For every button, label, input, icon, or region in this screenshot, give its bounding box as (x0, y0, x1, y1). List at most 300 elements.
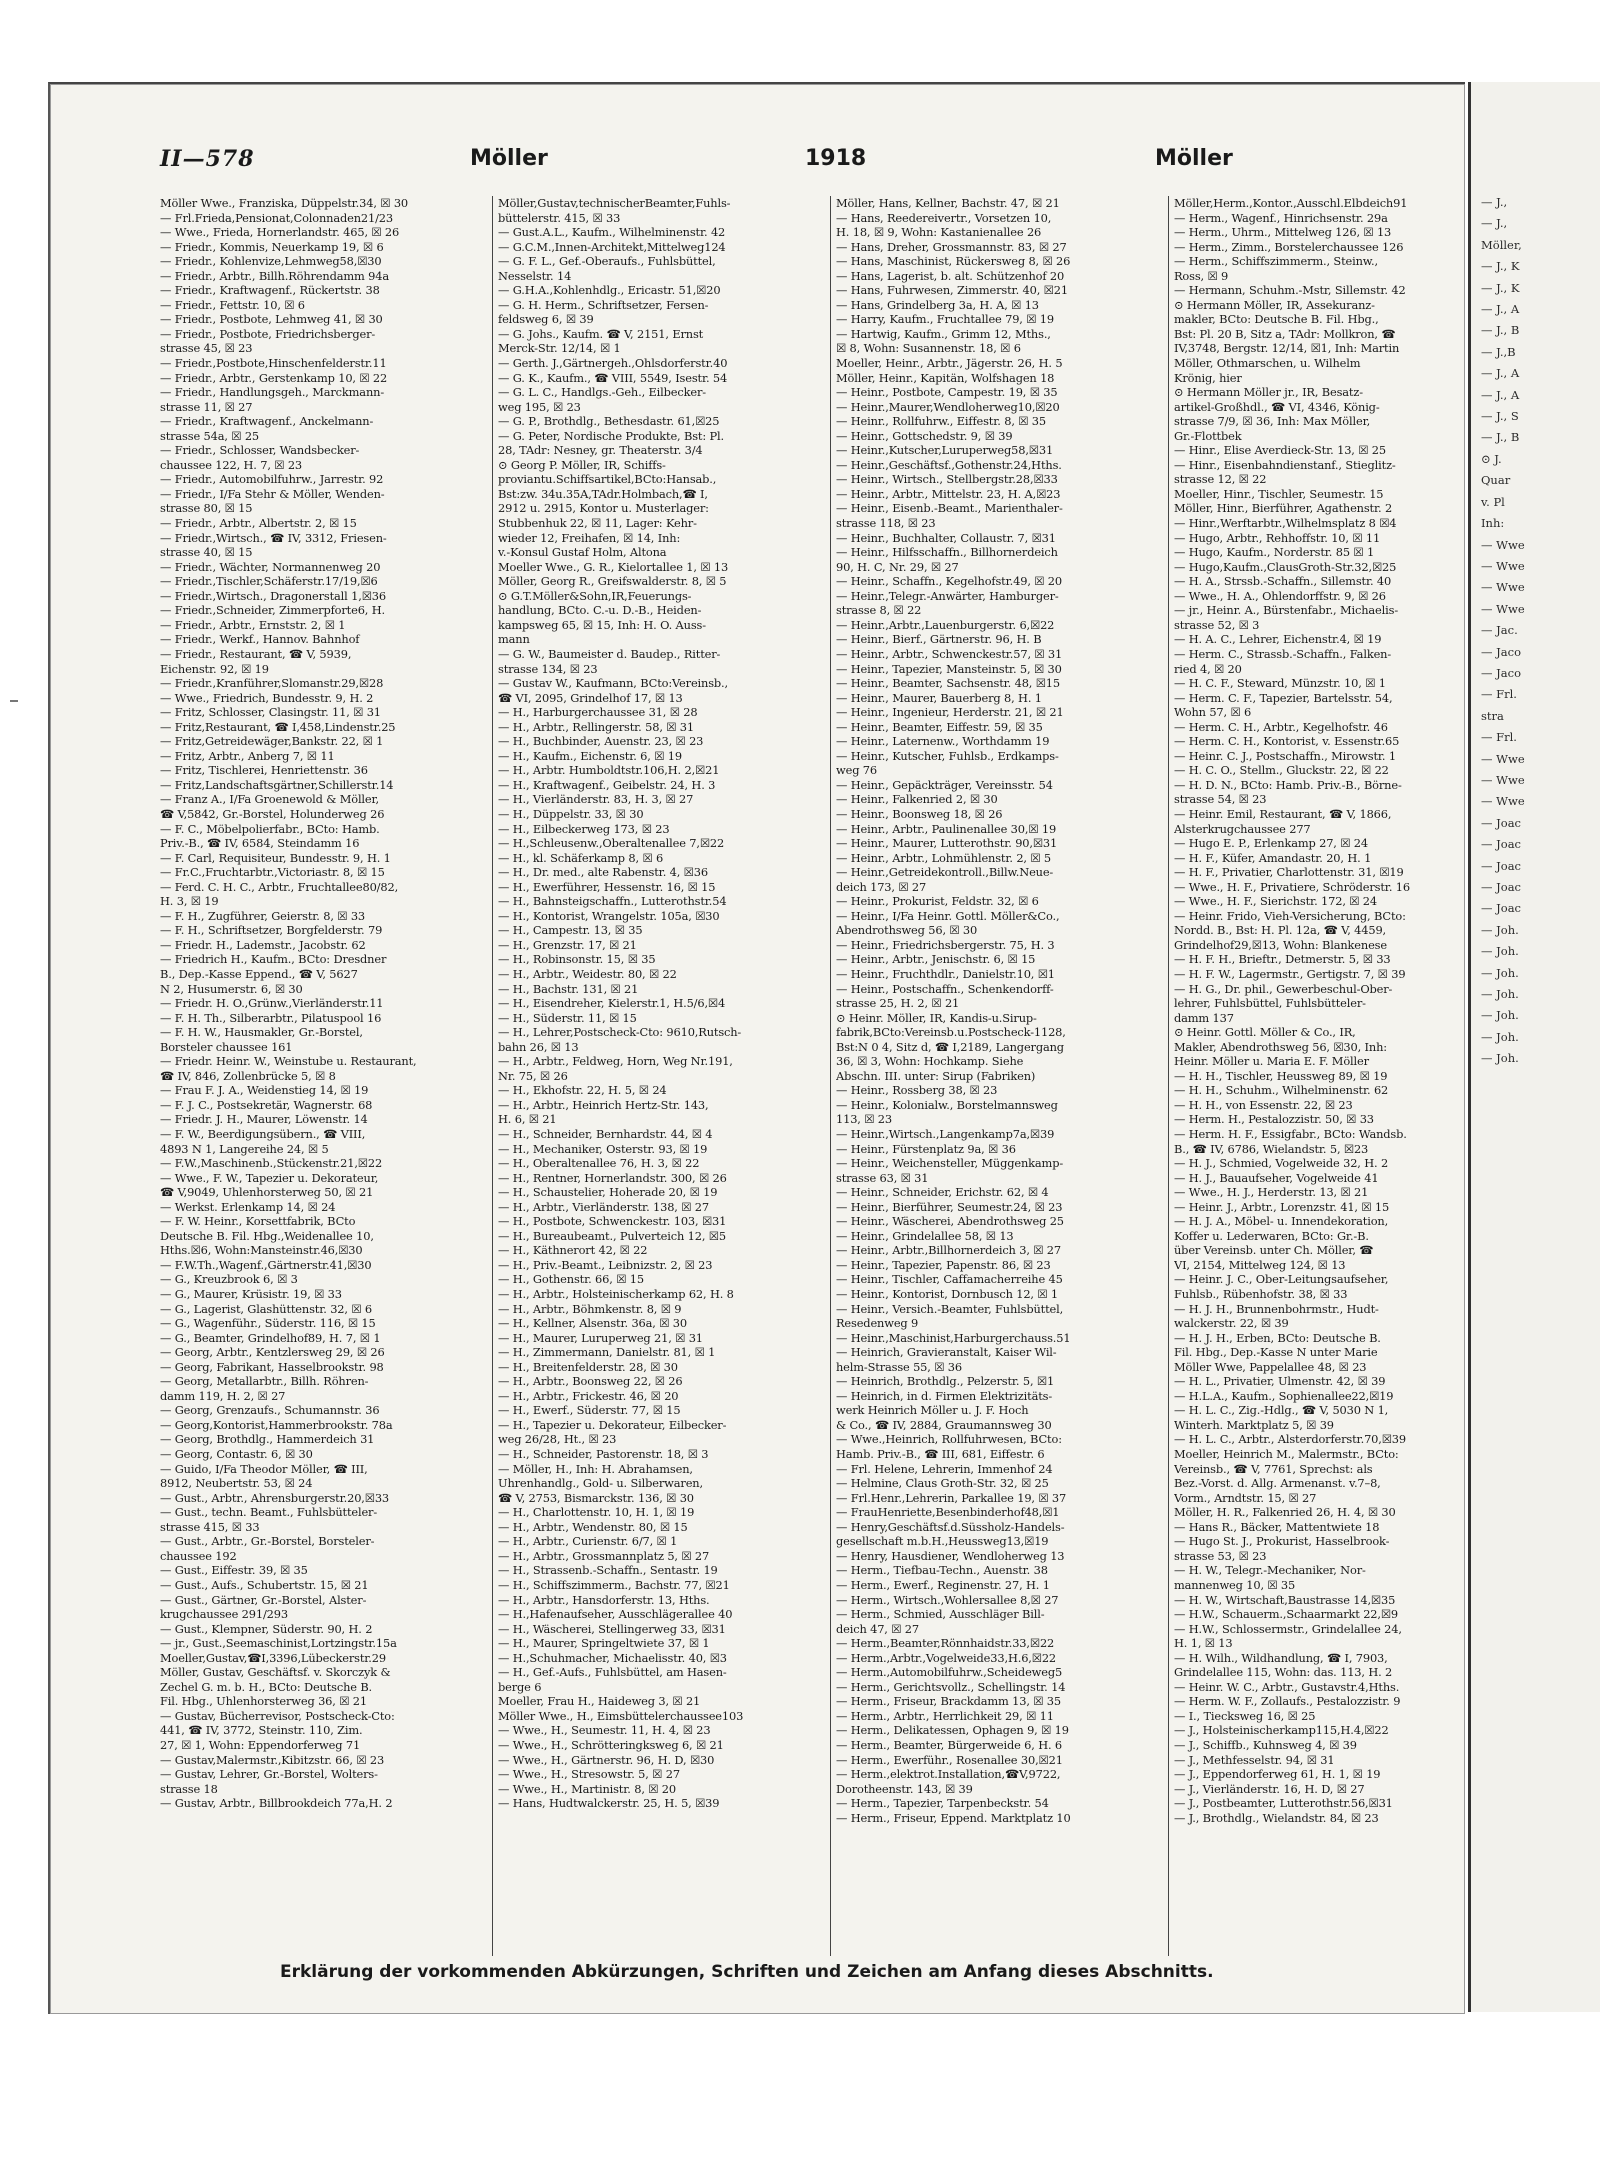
directory-entry-line: Ross, ☒ 9 (1174, 268, 1229, 283)
directory-entry-line: N 2, Husumerstr. 6, ☒ 30 (160, 981, 303, 996)
directory-entry-line: — Herm.,Beamter,Rönnhaidstr.33,☒22 (836, 1636, 1055, 1651)
directory-entry-line: — Georg, Contastr. 6, ☒ 30 (160, 1447, 313, 1462)
directory-entry-line: — H., Zimmermann, Danielstr. 81, ☒ 1 (498, 1345, 716, 1360)
directory-entry-line: — Friedr., Arbtr., Albertstr. 2, ☒ 15 (160, 516, 357, 531)
directory-entry-line: — H., Kellner, Alsenstr. 36a, ☒ 30 (498, 1316, 687, 1331)
directory-entry-line: — Friedr., Arbtr., Ernststr. 2, ☒ 1 (160, 617, 346, 632)
directory-entry-line: — Hinr., Elise Averdieck-Str. 13, ☒ 25 (1174, 443, 1386, 458)
directory-entry-line: — H., Schaustelier, Hoherade 20, ☒ 19 (498, 1185, 718, 1200)
directory-entry-line: — J., Vierländerstr. 16, H. D, ☒ 27 (1174, 1781, 1365, 1796)
directory-entry-line: 8912, Neubertstr. 53, ☒ 24 (160, 1476, 313, 1491)
directory-entry-line: — I., Tiecksweg 16, ☒ 25 (1174, 1708, 1316, 1723)
directory-entry-line: — Herm., Schiffszimmerm., Steinw., (1174, 254, 1378, 269)
directory-column-1 (160, 196, 490, 1956)
directory-entry-line: — J., Brothdlg., Wielandstr. 84, ☒ 23 (1174, 1810, 1379, 1825)
directory-entry-line: mann (498, 632, 530, 647)
directory-entry-line: — Heinr., Laternenw., Worthdamm 19 (836, 734, 1050, 749)
directory-entry-line: — Friedr., Wächter, Normannenweg 20 (160, 559, 381, 574)
directory-entry-line: — H. H., von Essenstr. 22, ☒ 23 (1174, 1097, 1353, 1112)
directory-entry-line: Eichenstr. 92, ☒ 19 (160, 661, 269, 676)
adjacent-entry-line: — Joh. (1481, 922, 1519, 937)
directory-entry-line: — H., Arbtr., Weidestr. 80, ☒ 22 (498, 966, 677, 981)
directory-entry-line: — H. D. N., BCto: Hamb. Priv.-B., Börne- (1174, 777, 1402, 792)
directory-entry-line: — Friedr., Handlungsgeh., Marckmann- (160, 385, 385, 400)
adjacent-entry-line: Inh: (1481, 516, 1505, 531)
directory-entry-line: — Heinr., Postbote, Campestr. 19, ☒ 35 (836, 385, 1058, 400)
directory-entry-line: — H., Harburgerchaussee 31, ☒ 28 (498, 705, 698, 720)
directory-entry-line: ⊙ Heinr. Möller, IR, Kandis-u.Sirup- (836, 1010, 1037, 1025)
directory-entry-line: — jr., Gust.,Seemaschinist,Lortzingstr.15a (160, 1636, 397, 1651)
adjacent-entry-line: — J., K (1481, 259, 1520, 274)
directory-entry-line: — Herm. C. H., Kontorist, v. Essenstr.65 (1174, 734, 1400, 749)
directory-entry-line: Möller, Othmarschen, u. Wilhelm (1174, 356, 1361, 371)
directory-entry-line: — Gust.A.L., Kaufm., Wilhelminenstr. 42 (498, 225, 726, 240)
directory-entry-line: — H. W., Telegr.-Mechaniker, Nor- (1174, 1563, 1366, 1578)
directory-entry-line: weg 195, ☒ 23 (498, 399, 581, 414)
directory-entry-line: — Heinr., Arbtr., Mittelstr. 23, H. A,☒23 (836, 486, 1061, 501)
directory-entry-line: — H., Arbtr., Wendenstr. 80, ☒ 15 (498, 1519, 688, 1534)
directory-entry-line: — Wwe., H., Seumestr. 11, H. 4, ☒ 23 (498, 1723, 711, 1738)
adjacent-entry-line: — Joac (1481, 815, 1521, 830)
directory-entry-line: kampsweg 65, ☒ 15, Inh: H. O. Auss- (498, 617, 706, 632)
directory-entry-line: Grindelallee 115, Wohn: das. 113, H. 2 (1174, 1665, 1393, 1680)
directory-entry-line: Bst:N 0 4, Sitz d, ☎ I,2189, Langergang (836, 1039, 1064, 1054)
directory-entry-line: — Hans, Fuhrwesen, Zimmerstr. 40, ☒21 (836, 283, 1068, 298)
directory-entry-line: weg 76 (836, 763, 877, 778)
directory-entry-line: — Heinr., Gottschedstr. 9, ☒ 39 (836, 428, 1013, 443)
directory-entry-line: — H. F., Privatier, Charlottenstr. 31, ☒19 (1174, 865, 1404, 880)
directory-entry-line: — H., Eisendreher, Kielerstr.1, H.5/6,☒4 (498, 996, 726, 1011)
adjacent-entry-line: — J.,B (1481, 344, 1516, 359)
directory-entry-line: 2912 u. 2915, Kontor u. Musterlager: (498, 501, 709, 516)
directory-entry-line: VI, 2154, Mittelweg 124, ☒ 13 (1174, 1257, 1346, 1272)
directory-entry-line: — Heinr., Schneider, Erichstr. 62, ☒ 4 (836, 1185, 1049, 1200)
directory-entry-line: — Heinr., Arbtr., Schwenckestr.57, ☒ 31 (836, 646, 1063, 661)
directory-entry-line: — H. J. H., Erben, BCto: Deutsche B. (1174, 1330, 1381, 1345)
directory-entry-line: — Ferd. C. H. C., Arbtr., Fruchtallee80/82, (160, 879, 399, 894)
directory-entry-line: — Hugo St. J., Prokurist, Hasselbrook- (1174, 1534, 1390, 1549)
directory-entry-line: — H., Maurer, Springeltwiete 37, ☒ 1 (498, 1636, 710, 1651)
adjacent-entry-line: — J., (1481, 216, 1508, 231)
directory-entry-line: — Heinr.,Maschinist,Harburgerchauss.51 (836, 1330, 1071, 1345)
directory-entry-line: — H. Wilh., Wildhandlung, ☎ I, 7903, (1174, 1650, 1388, 1665)
directory-entry-line: — J., Eppendorferweg 61, H. 1, ☒ 19 (1174, 1767, 1381, 1782)
directory-entry-line: — H., Oberaltenallee 76, H. 3, ☒ 22 (498, 1156, 700, 1171)
directory-entry-line: Zechel G. m. b. H., BCto: Deutsche B. (160, 1679, 373, 1694)
directory-entry-line: — Fritz, Schlosser, Clasingstr. 11, ☒ 31 (160, 705, 381, 720)
directory-entry-line: Moeller Wwe., G. R., Kielortallee 1, ☒ 13 (498, 559, 729, 574)
directory-entry-line: — Herm., Uhrm., Mittelweg 126, ☒ 13 (1174, 225, 1392, 240)
directory-entry-line: — H.,Schuhmacher, Michaelisstr. 40, ☒3 (498, 1650, 727, 1665)
directory-entry-line: — H., Buchbinder, Auenstr. 23, ☒ 23 (498, 734, 704, 749)
directory-entry-line: Möller Wwe., H., Eimsbüttelerchaussee103 (498, 1708, 744, 1723)
directory-entry-line: — Heinr., Falkenried 2, ☒ 30 (836, 792, 998, 807)
directory-entry-line: Dorotheenstr. 143, ☒ 39 (836, 1781, 973, 1796)
adjacent-entry-line: — Wwe (1481, 580, 1525, 595)
directory-entry-line: — H., Schneider, Bernhardstr. 44, ☒ 4 (498, 1127, 713, 1141)
directory-entry-line: — H.,Hafenaufseher, Ausschlägerallee 40 (498, 1607, 733, 1622)
directory-entry-line: — Herm., Tiefbau-Techn., Auenstr. 38 (836, 1563, 1048, 1578)
directory-entry-line: ☎ V,9049, Uhlenhorsterweg 50, ☒ 21 (160, 1185, 374, 1200)
directory-entry-line: — Herm., Beamter, Bürgerweide 6, H. 6 (836, 1737, 1063, 1752)
directory-entry-line: — G., Beamter, Grindelhof89, H. 7, ☒ 1 (160, 1330, 381, 1345)
directory-entry-line: — H., Robinsonstr. 15, ☒ 35 (498, 952, 656, 967)
directory-entry-line: — G., Maurer, Krüsistr. 19, ☒ 33 (160, 1287, 342, 1302)
directory-entry-line: — J., Schiffb., Kuhnsweg 4, ☒ 39 (1174, 1737, 1357, 1752)
directory-entry-line: — Wwe.,Heinrich, Rollfuhrwesen, BCto: (836, 1432, 1062, 1447)
adjacent-entry-line: stra (1481, 708, 1504, 723)
directory-entry-line: — Heinr., Bierführer, Seumestr.24, ☒ 23 (836, 1199, 1063, 1214)
directory-entry-line: — Frau F. J. A., Weidenstieg 14, ☒ 19 (160, 1083, 369, 1098)
adjacent-entry-line: ⊙ J. (1481, 451, 1502, 466)
directory-entry-line: — Heinr., Wäscherei, Abendrothsweg 25 (836, 1214, 1064, 1229)
directory-entry-line: — Friedr. H., Lademstr., Jacobstr. 62 (160, 937, 366, 952)
directory-entry-line: — Heinr., Buchhalter, Collaustr. 7, ☒31 (836, 530, 1056, 545)
directory-entry-line: — H., Arbtr., Frickestr. 46, ☒ 20 (498, 1388, 679, 1403)
directory-entry-line: — Hans, Reedereivertr., Vorsetzen 10, (836, 210, 1052, 225)
directory-entry-line: — Heinrich, Brothdlg., Pelzerstr. 5, ☒1 (836, 1374, 1055, 1389)
directory-entry-line: — F. H., Zugführer, Geierstr. 8, ☒ 33 (160, 908, 366, 923)
directory-entry-line: Abendrothsweg 56, ☒ 30 (836, 923, 978, 938)
directory-entry-line: walckerstr. 22, ☒ 39 (1174, 1316, 1289, 1331)
directory-entry-line: — Friedr.,Wirtsch., Dragonerstall 1,☒36 (160, 588, 386, 603)
header-year: 1918 (805, 146, 867, 171)
directory-entry-line: — H., Grenzstr. 17, ☒ 21 (498, 937, 637, 952)
directory-entry-line: — Herm., Arbtr., Herrlichkeit 29, ☒ 11 (836, 1708, 1054, 1723)
directory-entry-line: Möller, Gustav, Geschäftsf. v. Skorczyk & (160, 1665, 391, 1680)
directory-entry-line: — Herm., Friseur, Brackdamm 13, ☒ 35 (836, 1694, 1061, 1709)
directory-entry-line: — Georg, Brothdlg., Hammerdeich 31 (160, 1432, 375, 1447)
directory-entry-line: — Hugo,Kaufm.,ClausGroth-Str.32,☒25 (1174, 559, 1397, 574)
directory-entry-line: strasse 54, ☒ 23 (1174, 792, 1267, 807)
directory-entry-line: — Heinr., Weichensteller, Müggenkamp- (836, 1156, 1064, 1171)
adjacent-entry-line: — Joac (1481, 880, 1521, 894)
directory-entry-line: — Heinr., Postschaffn., Schenkendorff- (836, 981, 1054, 996)
directory-entry-line: deich 173, ☒ 27 (836, 879, 927, 894)
directory-entry-line: — Wwe., H., Gärtnerstr. 96, H. D, ☒30 (498, 1752, 715, 1767)
directory-entry-line: — Herm., Wirtsch.,Wohlersallee 8,☒ 27 (836, 1592, 1059, 1607)
directory-entry-line: — Hans, Grindelberg 3a, H. A, ☒ 13 (836, 297, 1039, 312)
directory-entry-line: chaussee 122, H. 7, ☒ 23 (160, 457, 303, 472)
directory-entry-line: Stubbenhuk 22, ☒ 11, Lager: Kehr- (498, 516, 697, 531)
directory-entry-line: — H., Priv.-Beamt., Leibnizstr. 2, ☒ 23 (498, 1257, 713, 1272)
directory-entry-line: Moeller, Hinr., Tischler, Seumestr. 15 (1174, 486, 1384, 501)
header-name-left: Möller (470, 146, 548, 171)
adjacent-entry-line: — Joac (1481, 858, 1521, 873)
directory-entry-line: — Gust., Arbtr., Gr.-Borstel, Borsteler- (160, 1534, 375, 1549)
directory-entry-line: — H., Rentner, Hornerlandstr. 300, ☒ 26 (498, 1170, 727, 1185)
directory-entry-line: — H., Kraftwagenf., Geibelstr. 24, H. 3 (498, 777, 716, 792)
directory-entry-line: — H., Arbtr., Curienstr. 6/7, ☒ 1 (498, 1534, 678, 1549)
directory-entry-line: — Heinr., Eisenb.-Beamt., Marienthaler- (836, 501, 1063, 516)
directory-entry-line: — Frl.Frieda,Pensionat,Colonnaden21/23 (160, 210, 393, 225)
directory-entry-line: 4893 N 1, Langereihe 24, ☒ 5 (160, 1141, 329, 1156)
directory-entry-line: ☒ 8, Wohn: Susannenstr. 18, ☒ 6 (836, 341, 1021, 356)
directory-entry-line: — H., Vierländerstr. 83, H. 3, ☒ 27 (498, 792, 694, 807)
directory-entry-line: strasse 25, H. 2, ☒ 21 (836, 996, 960, 1011)
directory-entry-line: Moeller, Heinrich M., Malermstr., BCto: (1174, 1447, 1399, 1462)
directory-entry-line: — Gustav,Malermstr.,Kibitzstr. 66, ☒ 23 (160, 1752, 385, 1767)
directory-entry-line: — H. G., Dr. phil., Gewerbeschul-Ober- (1174, 981, 1393, 996)
directory-entry-line: Bst: Pl. 20 B, Sitz a, TAdr: Mollkron, ☎ (1174, 326, 1396, 341)
directory-entry-line: — H. J. H., Brunnenbohrmstr., Hudt- (1174, 1301, 1379, 1316)
adjacent-entry-line: — J., K (1481, 280, 1520, 295)
directory-entry-line: — H. L. C., Zig.-Hdlg., ☎ V, 5030 N 1, (1174, 1403, 1389, 1418)
directory-entry-line: — H.W., Schlossermstr., Grindelallee 24, (1174, 1621, 1402, 1636)
directory-entry-line: Alsterkrugchaussee 277 (1174, 821, 1311, 836)
directory-entry-line: — H. J., Schmied, Vogelweide 32, H. 2 (1174, 1156, 1389, 1171)
directory-entry-line: — Heinr., Tapezier, Mansteinstr. 5, ☒ 30 (836, 661, 1062, 676)
directory-entry-line: — H., Gothenstr. 66, ☒ 15 (498, 1272, 644, 1287)
adjacent-entry-line: — Wwe (1481, 794, 1525, 809)
directory-entry-line: — F. H., Schriftsetzer, Borgfelderstr. 79 (160, 923, 383, 938)
directory-entry-line: — Friedr. H. O.,Grünw.,Vierländerstr.11 (160, 996, 384, 1011)
directory-entry-line: — Heinr.,Kutscher,Luruperweg58,☒31 (836, 443, 1054, 458)
directory-entry-line: — G., Wagenführ., Süderstr. 116, ☒ 15 (160, 1316, 376, 1331)
directory-entry-line: — H., Schneider, Pastorenstr. 18, ☒ 3 (498, 1447, 709, 1462)
running-header (50, 146, 1465, 182)
directory-entry-line: — Herm., Ewerführ., Rosenallee 30,☒21 (836, 1752, 1063, 1767)
directory-entry-line: weg 26/28, Ht., ☒ 23 (498, 1432, 617, 1447)
directory-entry-line: — J., Postbeamter, Lutterothstr.56,☒31 (1174, 1796, 1393, 1811)
directory-entry-line: Bst:zw. 34u.35A,TAdr.Holmbach,☎ I, (498, 486, 708, 501)
directory-entry-line: — Friedr., Postbote, Friedrichsberger- (160, 326, 376, 341)
directory-entry-line: — Werkst. Erlenkamp 14, ☒ 24 (160, 1199, 336, 1214)
directory-entry-line: — Heinr., I/Fa Heinr. Gottl. Möller&Co., (836, 908, 1060, 923)
adjacent-entry-line: — Joac (1481, 901, 1521, 916)
directory-entry-line: ⊙ Hermann Möller, IR, Assekuranz- (1174, 297, 1375, 312)
directory-entry-line: — Fritz, Arbtr., Anberg 7, ☒ 11 (160, 748, 335, 763)
directory-entry-line: — H. F. W., Lagermstr., Gertigstr. 7, ☒ 39 (1174, 966, 1406, 981)
directory-entry-line: ried 4, ☒ 20 (1174, 661, 1242, 676)
directory-entry-line: — H., Bahnsteigschaffn., Lutterothstr.54 (498, 894, 727, 909)
directory-entry-line: — H. A. C., Lehrer, Eichenstr.4, ☒ 19 (1174, 632, 1382, 647)
directory-entry-line: ☎ V,5842, Gr.-Borstel, Holunderweg 26 (160, 806, 385, 821)
directory-entry-line: — H., Arbtr., Hansdorferstr. 13, Hths. (498, 1592, 710, 1607)
column-divider (830, 196, 831, 1956)
directory-entry-line: — H., Ekhofstr. 22, H. 5, ☒ 24 (498, 1083, 667, 1098)
directory-entry-line: strasse 63, ☒ 31 (836, 1170, 929, 1185)
directory-entry-line: — Friedr.,Kranführer,Slomanstr.29,☒28 (160, 676, 384, 691)
directory-entry-line: — Wwe., H. A., Ohlendorffstr. 9, ☒ 26 (1174, 588, 1386, 603)
directory-entry-line: — Friedr., Arbtr., Gerstenkamp 10, ☒ 22 (160, 370, 388, 385)
directory-entry-line: strasse 134, ☒ 23 (498, 661, 598, 676)
directory-entry-line: feldsweg 6, ☒ 39 (498, 312, 594, 327)
directory-entry-line: — Friedr., Kraftwagenf., Anckelmann- (160, 414, 374, 429)
adjacent-entry-line: — J., A (1481, 366, 1520, 381)
directory-entry-line: strasse 118, ☒ 23 (836, 516, 936, 531)
directory-entry-line: Möller, Hinr., Bierführer, Agathenstr. 2 (1174, 501, 1393, 516)
directory-entry-line: — H., Charlottenstr. 10, H. 1, ☒ 19 (498, 1505, 695, 1520)
directory-entry-line: 36, ☒ 3, Wohn: Hochkamp. Siehe (836, 1054, 1024, 1069)
directory-entry-line: strasse 45, ☒ 23 (160, 341, 253, 356)
directory-entry-line: H. 3, ☒ 19 (160, 894, 219, 909)
directory-entry-line: Merck-Str. 12/14, ☒ 1 (498, 341, 621, 356)
directory-entry-line: — H., Arbtr., Holsteinischerkamp 62, H. 8 (498, 1287, 734, 1302)
directory-entry-line: — Henry,Geschäftsf.d.Süssholz-Handels- (836, 1519, 1065, 1534)
directory-entry-line: — Fr.C.,Fruchtarbtr.,Victoriastr. 8, ☒ 15 (160, 865, 385, 880)
directory-entry-line: ⊙ Heinr. Gottl. Möller & Co., IR, (1174, 1025, 1356, 1040)
directory-entry-line: — Heinr.,Arbtr.,Lauenburgerstr. 6,☒22 (836, 617, 1055, 632)
directory-entry-line: — H., Postbote, Schwenckestr. 103, ☒31 (498, 1214, 727, 1229)
directory-entry-line: — Herm. C. H., Arbtr., Kegelhofstr. 46 (1174, 719, 1388, 734)
directory-entry-line: — G. Peter, Nordische Produkte, Bst: Pl. (498, 428, 724, 443)
directory-entry-line: chaussee 192 (160, 1548, 237, 1563)
directory-entry-line: — Herm. C. F., Tapezier, Bartelsstr. 54, (1174, 690, 1393, 705)
directory-entry-line: — H., Arbtr., Heinrich Hertz-Str. 143, (498, 1097, 709, 1112)
directory-entry-line: Moeller, Frau H., Haideweg 3, ☒ 21 (498, 1694, 701, 1709)
directory-entry-line: — G.H.A.,Kohlenhdlg., Ericastr. 51,☒20 (498, 283, 721, 298)
directory-entry-line: — Hinr., Eisenbahndienstanf., Stieglitz- (1174, 457, 1396, 472)
directory-entry-line: — Heinr., Boonsweg 18, ☒ 26 (836, 806, 1003, 821)
directory-entry-line: — Heinr., Arbtr.,Billhornerdeich 3, ☒ 27 (836, 1243, 1061, 1258)
directory-entry-line: — Heinr., Schaffn., Kegelhofstr.49, ☒ 20 (836, 574, 1062, 589)
directory-entry-line: — Georg, Grenzaufs., Schumannstr. 36 (160, 1403, 380, 1418)
directory-entry-line: — Fritz, Tischlerei, Henriettenstr. 36 (160, 763, 368, 778)
directory-entry-line: — Friedr., Restaurant, ☎ V, 5939, (160, 646, 352, 661)
directory-entry-line: ⊙ G.T.Möller&Sohn,IR,Feuerungs- (498, 588, 692, 603)
directory-entry-line: — Heinr., Arbtr., Jenischstr. 6, ☒ 15 (836, 952, 1036, 967)
directory-entry-line: — H., Käthnerort 42, ☒ 22 (498, 1243, 648, 1258)
directory-entry-line: — Heinr. J. C., Ober-Leitungsaufseher, (1174, 1272, 1389, 1287)
directory-entry-line: — H., Dr. med., alte Rabenstr. 4, ☒36 (498, 865, 708, 880)
directory-entry-line: — H. F. H., Brieftr., Detmerstr. 5, ☒ 33 (1174, 952, 1391, 967)
directory-entry-line: 113, ☒ 23 (836, 1112, 892, 1127)
directory-entry-line: & Co., ☎ IV, 2884, Graumannsweg 30 (836, 1417, 1052, 1432)
directory-entry-line: Winterh. Marktplatz 5, ☒ 39 (1174, 1417, 1334, 1432)
directory-entry-line: — Heinr.,Geschäftsf.,Gothenstr.24,Hths. (836, 457, 1062, 472)
directory-entry-line: — G. H. Herm., Schriftsetzer, Fersen- (498, 297, 709, 312)
directory-entry-line: — H., Eilbeckerweg 173, ☒ 23 (498, 821, 670, 836)
directory-entry-line: artikel-Großhdl., ☎ VI, 4346, König- (1174, 399, 1380, 414)
directory-entry-line: — Heinr., Kutscher, Fuhlsb., Erdkamps- (836, 748, 1059, 763)
directory-entry-line: — Helmine, Claus Groth-Str. 32, ☒ 25 (836, 1476, 1049, 1491)
adjacent-entry-line: — Joh. (1481, 987, 1519, 1002)
directory-entry-line: — Heinr.,Getreidekontroll.,Billw.Neue- (836, 865, 1054, 880)
directory-entry-line: — Wwe., Friedrich, Bundesstr. 9, H. 2 (160, 690, 374, 705)
directory-entry-line: — H. L. C., Arbtr., Alsterdorferstr.70,☒39 (1174, 1432, 1406, 1447)
directory-entry-line: H. 18, ☒ 9, Wohn: Kastanienallee 26 (836, 225, 1042, 240)
directory-entry-line: — Gust., Aufs., Schubertstr. 15, ☒ 21 (160, 1577, 369, 1592)
directory-entry-line: — F.W.Th.,Wagenf.,Gärtnerstr.41,☒30 (160, 1257, 372, 1272)
directory-entry-line: — Hans, Dreher, Grossmannstr. 83, ☒ 27 (836, 239, 1067, 254)
directory-entry-line: Gr.-Flottbek (1174, 428, 1242, 443)
directory-entry-line: — Herm., Tapezier, Tarpenbeckstr. 54 (836, 1796, 1049, 1811)
directory-entry-line: ☎ V, 2753, Bismarckstr. 136, ☒ 30 (498, 1490, 694, 1505)
directory-entry-line: — Heinr., Maurer, Bauerberg 8, H. 1 (836, 690, 1042, 705)
directory-entry-line: — Friedr., Automobilfuhrw., Jarrestr. 92 (160, 472, 384, 487)
directory-entry-line: Möller Wwe., Franziska, Düppelstr.34, ☒ 30 (160, 196, 409, 210)
directory-entry-line: — H. H., Tischler, Heussweg 89, ☒ 19 (1174, 1068, 1388, 1083)
directory-entry-line: — H., Wäscherei, Stellingerweg 33, ☒31 (498, 1621, 726, 1636)
directory-entry-line: — Wwe., H., Martinistr. 8, ☒ 20 (498, 1781, 676, 1796)
directory-entry-line: — Friedr.,Tischler,Schäferstr.17/19,☒6 (160, 574, 378, 589)
directory-entry-line: — H., kl. Schäferkamp 8, ☒ 6 (498, 850, 664, 865)
directory-entry-line: — Herm.,Automobilfuhrw.,Scheideweg5 (836, 1665, 1063, 1680)
directory-entry-line: — Herm., Wagenf., Hinrichsenstr. 29a (1174, 210, 1388, 225)
directory-entry-line: — H., Ewerf., Süderstr. 77, ☒ 15 (498, 1403, 681, 1418)
directory-entry-line: lehrer, Fuhlsbüttel, Fuhlsbütteler- (1174, 996, 1366, 1011)
directory-entry-line: — G. P., Brothdlg., Bethesdastr. 61,☒25 (498, 414, 720, 429)
directory-entry-line: — H., Mechaniker, Osterstr. 93, ☒ 19 (498, 1141, 708, 1156)
directory-entry-line: strasse 52, ☒ 3 (1174, 617, 1260, 632)
directory-entry-line: — F.W.,Maschinenb.,Stückenstr.21,☒22 (160, 1156, 383, 1171)
adjacent-entry-line: — Joh. (1481, 1008, 1519, 1023)
directory-entry-line: — H. L., Privatier, Ulmenstr. 42, ☒ 39 (1174, 1374, 1386, 1389)
directory-entry-line: — Gust., Gärtner, Gr.-Borstel, Alster- (160, 1592, 367, 1607)
directory-entry-line: büttelerstr. 415, ☒ 33 (498, 210, 621, 225)
directory-entry-line: mannenweg 10, ☒ 35 (1174, 1577, 1296, 1592)
directory-entry-line: — Wwe., H. F., Sierichstr. 172, ☒ 24 (1174, 894, 1377, 909)
directory-entry-line: — Herm. C., Strassb.-Schaffn., Falken- (1174, 646, 1392, 661)
directory-entry-line: — F. C., Möbelpolierfabr., BCto: Hamb. (160, 821, 380, 836)
directory-entry-line: — H., Maurer, Luruperweg 21, ☒ 31 (498, 1330, 703, 1345)
directory-entry-line: Koffer u. Lederwaren, BCto: Gr.-B. (1174, 1228, 1369, 1243)
directory-entry-line: — F. W. Heinr., Korsettfabrik, BCto (160, 1214, 356, 1229)
directory-entry-line: — Gustav, Bücherrevisor, Postscheck-Cto: (160, 1708, 395, 1723)
directory-entry-line: Moeller,Gustav,☎I,3396,Lübeckerstr.29 (160, 1650, 386, 1665)
directory-entry-line: — Heinrich, in d. Firmen Elektrizitäts- (836, 1388, 1053, 1403)
directory-entry-line: — Friedr., Kraftwagenf., Rückertstr. 38 (160, 283, 380, 298)
directory-entry-line: bahn 26, ☒ 13 (498, 1039, 579, 1054)
directory-entry-line: — Friedr., Fettstr. 10, ☒ 6 (160, 297, 305, 312)
directory-entry-line: — Heinr., Fürstenplatz 9a, ☒ 36 (836, 1141, 1016, 1156)
directory-entry-line: über Vereinsb. unter Ch. Möller, ☎ (1174, 1243, 1374, 1258)
adjacent-entry-line: — Joh. (1481, 944, 1519, 959)
directory-entry-line: — Wwe., H. F., Privatiere, Schröderstr. 16 (1174, 879, 1410, 894)
directory-entry-line: — Heinr., Versich.-Beamter, Fuhlsbüttel, (836, 1301, 1064, 1316)
directory-entry-line: — Heinr., Arbtr., Lohmühlenstr. 2, ☒ 5 (836, 850, 1051, 865)
directory-entry-line: — H. A., Strssb.-Schaffn., Sillemstr. 40 (1174, 574, 1392, 589)
directory-entry-line: strasse 80, ☒ 15 (160, 501, 253, 516)
directory-entry-line: Bez.-Vorst. d. Allg. Armenanst. v.7–8, (1174, 1476, 1381, 1491)
directory-entry-line: Grindelhof29,☒13, Wohn: Blankenese (1174, 937, 1387, 952)
directory-entry-line: — Hugo E. P., Erlenkamp 27, ☒ 24 (1174, 836, 1368, 851)
directory-entry-line: — G. K., Kaufm., ☎ VIII, 5549, Isestr. 54 (498, 370, 728, 385)
directory-entry-line: proviantu.Schiffsartikel,BCto:Hansab., (498, 472, 717, 487)
adjacent-entry-line: — Frl. (1481, 687, 1517, 702)
directory-entry-line: — G. Johs., Kaufm. ☎ V, 2151, Ernst (498, 326, 704, 341)
directory-entry-line: — Gust., Arbtr., Ahrensburgerstr.20,☒33 (160, 1490, 390, 1505)
adjacent-entry-line: — Wwe (1481, 558, 1525, 573)
directory-entry-line: Resedenweg 9 (836, 1316, 919, 1331)
directory-entry-line: strasse 53, ☒ 23 (1174, 1548, 1267, 1563)
adjacent-entry-line: — Wwe (1481, 537, 1525, 552)
directory-entry-line: — Heinr., Kolonialw., Borstelmannsweg (836, 1097, 1058, 1112)
directory-entry-line: — H., Strassenb.-Schaffn., Sentastr. 19 (498, 1563, 718, 1578)
directory-entry-line: gesellschaft m.b.H.,Heussweg13,☒19 (836, 1534, 1049, 1549)
adjacent-entry-line: — Jaco (1481, 644, 1521, 659)
directory-entry-line: — Guido, I/Fa Theodor Möller, ☎ III, (160, 1461, 368, 1476)
directory-entry-line: — Hans, Lagerist, b. alt. Schützenhof 20 (836, 268, 1065, 283)
directory-entry-line: — Heinr., Beamter, Eiffestr. 59, ☒ 35 (836, 719, 1043, 734)
directory-entry-line: — Heinr., Tischler, Caffamacherreihe 45 (836, 1272, 1063, 1287)
directory-entry-line: strasse 18 (160, 1781, 218, 1796)
directory-entry-line: — Friedr.,Schneider, Zimmerpforte6, H. (160, 603, 385, 618)
directory-entry-line: — Wwe., Frieda, Hornerlandstr. 465, ☒ 26 (160, 225, 400, 240)
directory-entry-line: — H. J., Bauaufseher, Vogelweide 41 (1174, 1170, 1379, 1185)
directory-entry-line: — Heinr., Friedrichsbergerstr. 75, H. 3 (836, 937, 1055, 952)
directory-entry-line: — Georg, Fabrikant, Hasselbrookstr. 98 (160, 1359, 384, 1374)
directory-entry-line: — Friedr., Schlosser, Wandsbecker- (160, 443, 360, 458)
directory-entry-line: Vereinsb., ☎ V, 7761, Sprechst: als (1174, 1461, 1373, 1476)
directory-entry-line: — Friedr., Postbote, Lehmweg 41, ☒ 30 (160, 312, 383, 327)
directory-entry-line: — J., Methfesselstr. 94, ☒ 31 (1174, 1752, 1335, 1767)
directory-entry-line: — H., Ewerführer, Hessenstr. 16, ☒ 15 (498, 879, 716, 894)
directory-entry-line: — Heinr. W. C., Arbtr., Gustavstr.4,Hths. (1174, 1679, 1400, 1694)
directory-entry-line: krugchaussee 291/293 (160, 1607, 288, 1622)
adjacent-entry-line: — Jac. (1481, 623, 1518, 638)
